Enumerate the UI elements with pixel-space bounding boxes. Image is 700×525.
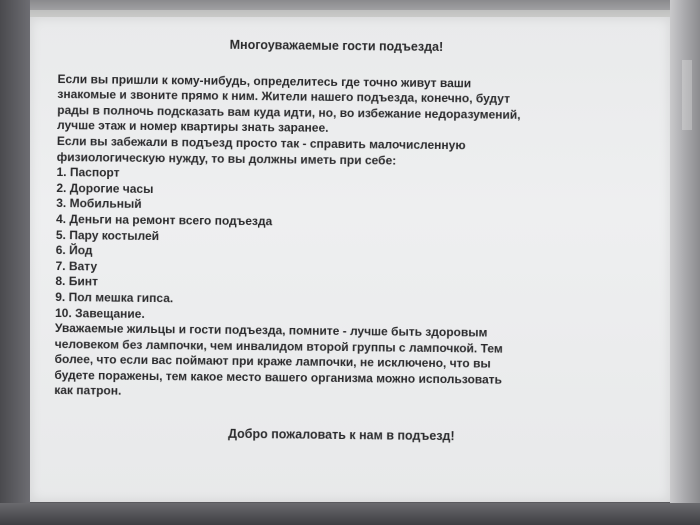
list-item: 2. Дорогие часы bbox=[56, 180, 154, 196]
list-item: 1. Паспорт bbox=[56, 165, 120, 180]
warning-line: Уважаемые жильцы и гости подъезда, помните - лучше быть здоровым bbox=[54, 321, 488, 340]
warning-line: будете поражены, тем какое место вашего организма можно использовать bbox=[54, 367, 503, 387]
warning-line: более, что если вас поймают при краже лампочки, не исключено, что вы bbox=[54, 352, 491, 371]
warning-line: человеком без лампочки, чем инвалидом второй группы с лампочкой. Тем bbox=[54, 336, 503, 356]
frame-bottom-edge bbox=[0, 503, 700, 525]
list-item: 6. Йод bbox=[55, 243, 93, 258]
notice-text bbox=[54, 36, 643, 447]
closing-line: Добро пожаловать к нам в подъезд! bbox=[227, 426, 455, 444]
list-item: 3. Мобильный bbox=[56, 196, 142, 212]
intro-line: Если вы забежали в подъезд просто так - справить малочисленную bbox=[56, 133, 466, 153]
intro-line: физиологическую нужду, то вы должны иметь при себе: bbox=[56, 149, 397, 168]
warning-line: как патрон. bbox=[54, 383, 122, 399]
intro-line: знакомые и звоните прямо к ним. Жители нашего подъезда, конечно, будут bbox=[57, 87, 511, 106]
list-item: 10. Завещание. bbox=[55, 305, 145, 321]
intro-line: лучше этаж и номер квартиры знать заранее. bbox=[56, 118, 329, 136]
list-item: 7. Вату bbox=[55, 258, 98, 274]
required-items-list bbox=[55, 165, 642, 327]
list-item: 9. Пол мешка гипса. bbox=[55, 289, 174, 306]
intro-line: рады в полночь подсказать вам куда идти, но, во избежание недоразумений, bbox=[57, 102, 521, 122]
list-item: 4. Деньги на ремонт всего подъезда bbox=[56, 211, 273, 229]
frame-left-edge bbox=[0, 0, 30, 525]
wall-scuff bbox=[682, 60, 692, 130]
list-item: 5. Пару костылей bbox=[55, 227, 160, 243]
list-item: 8. Бинт bbox=[55, 274, 98, 289]
notice-title: Многоуважаемые гости подъезда! bbox=[229, 37, 444, 55]
intro-line: Если вы пришли к кому-нибудь, определитесь где точно живут ваши bbox=[57, 71, 472, 90]
